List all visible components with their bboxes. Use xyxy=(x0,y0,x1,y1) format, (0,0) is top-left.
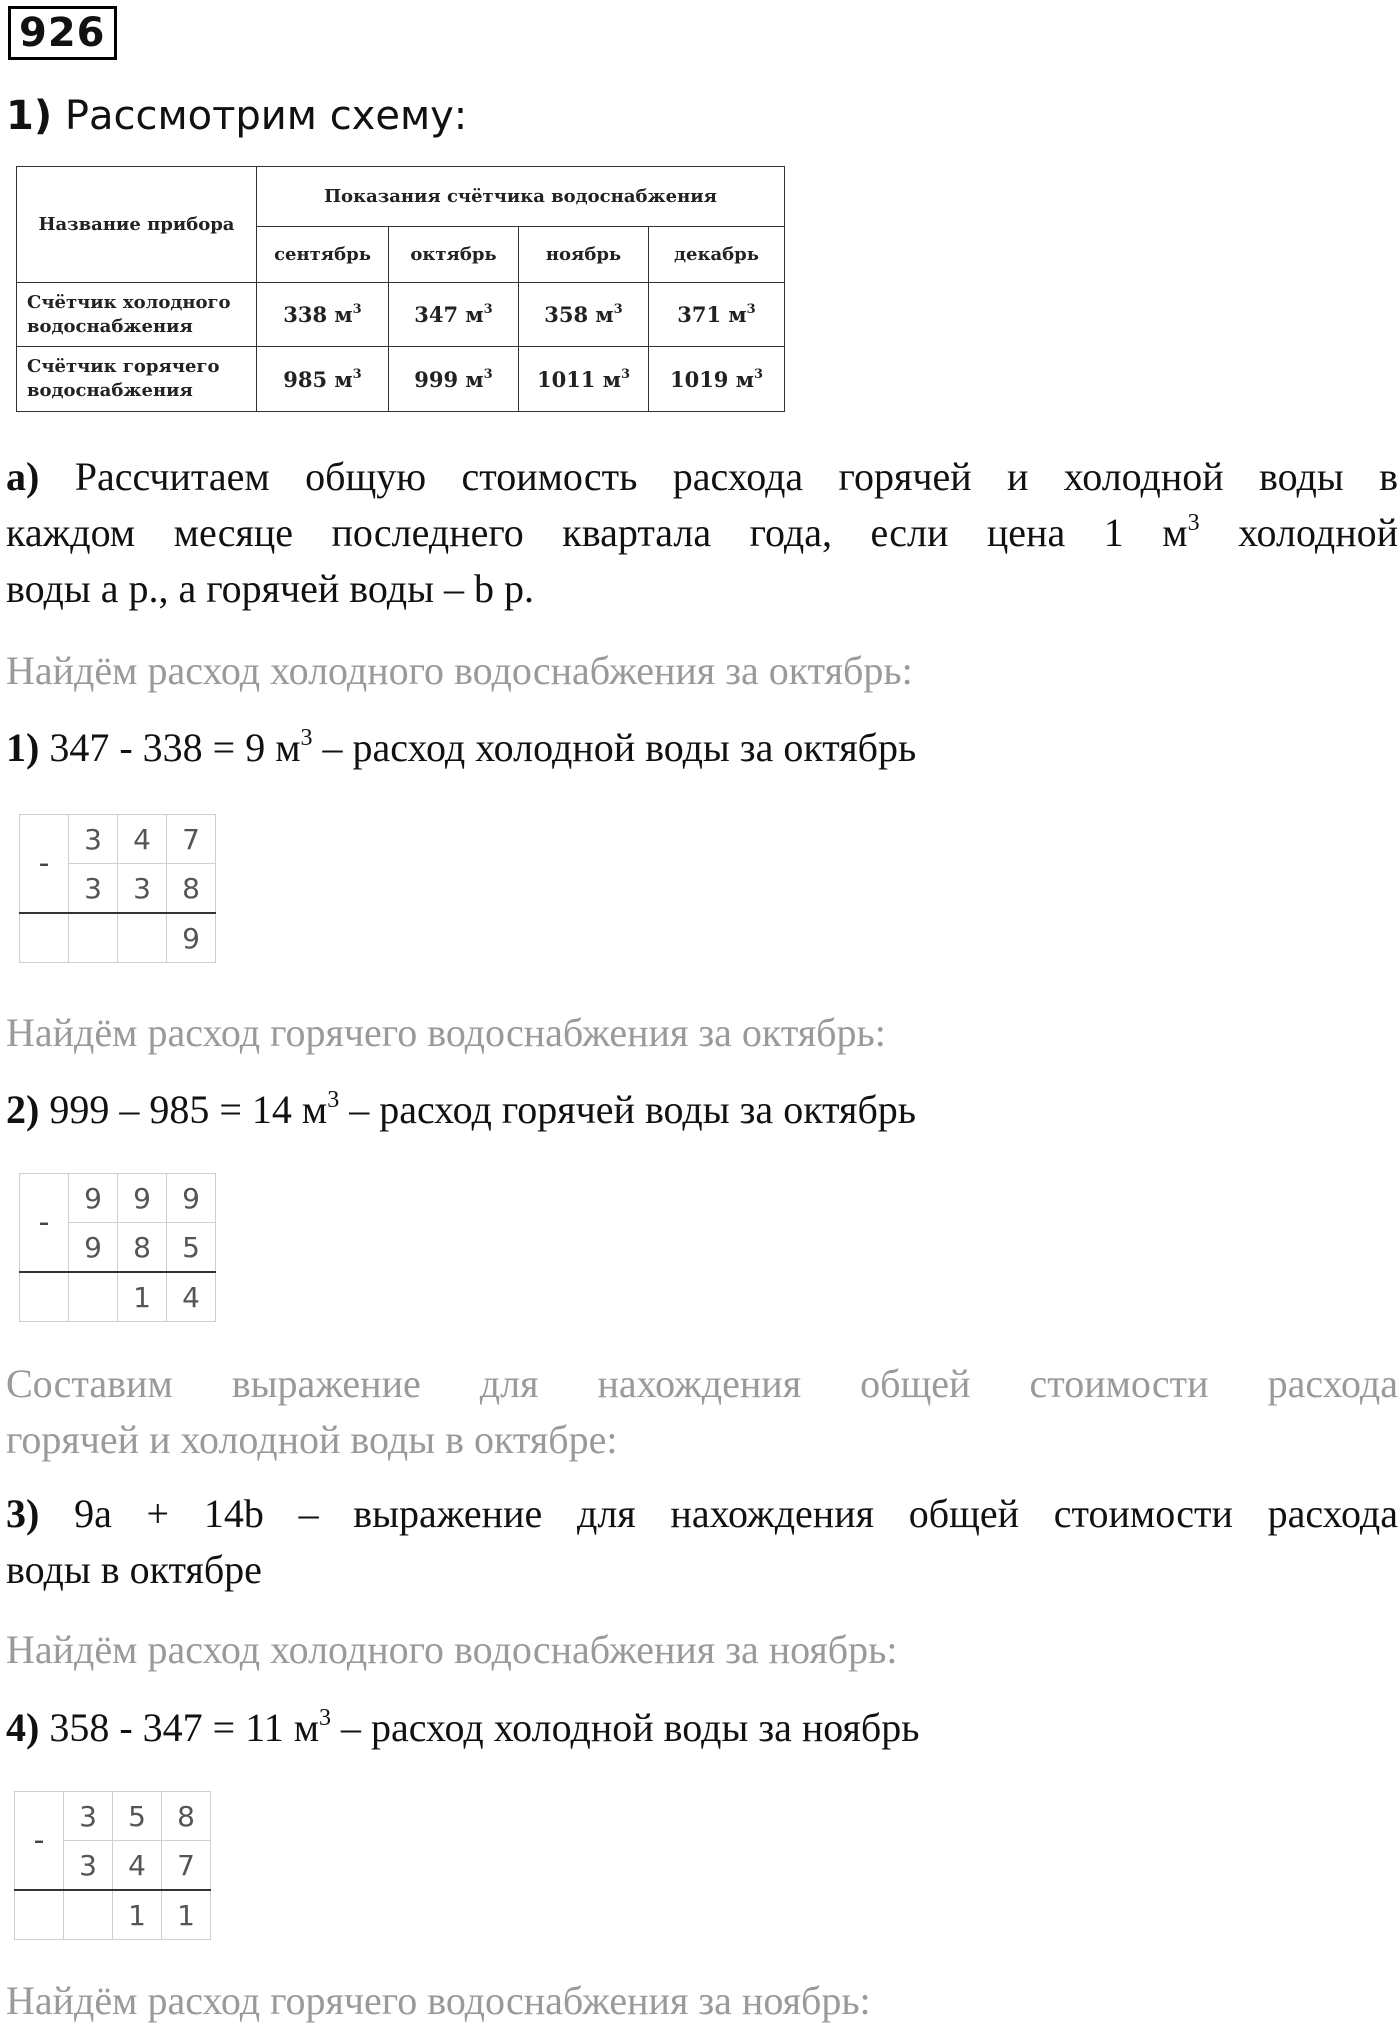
hot-water-row xyxy=(17,347,785,412)
grid-digit: 9 xyxy=(167,913,216,963)
grid-digit: 3 xyxy=(118,864,167,914)
step-2-number: 2) xyxy=(6,1087,40,1132)
subtraction-grid-1 xyxy=(19,814,216,963)
grid-digit: 4 xyxy=(167,1272,216,1322)
grid-digit: 9 xyxy=(69,1223,118,1273)
reading-cell: 371 $м^3$ xyxy=(649,283,785,347)
grid-digit xyxy=(20,913,69,963)
subtraction-grid-2 xyxy=(19,1173,216,1322)
month-header-october: октябрь xyxy=(389,227,519,283)
month-header-december: декабрь xyxy=(649,227,785,283)
grid-digit: 3 xyxy=(69,815,118,864)
step-3-expression: 9a + 14b – выражение для нахождения общей стоимости расхода xyxy=(74,1491,1398,1536)
cold-meter-label: Счётчик холодного водоснабжения xyxy=(17,283,257,347)
step-2-expression: 999 – 985 = 14 $м^3$ – расход горячей воды за октябрь xyxy=(49,1086,917,1132)
grid-digit: 7 xyxy=(162,1841,211,1891)
grid-digit: 5 xyxy=(113,1792,162,1841)
reading-cell: 1011 $м^3$ xyxy=(519,347,649,412)
hint-cold-october: Найдём расход холодного водоснабжения за октябрь: xyxy=(6,648,913,693)
minus-sign: - xyxy=(20,815,69,914)
grid-digit: 1 xyxy=(113,1890,162,1940)
hint-expression-line-1: Составим выражение для нахождения общей стоимости расхода xyxy=(6,1361,1398,1406)
grid-digit: 4 xyxy=(118,815,167,864)
hint-hot-november: Найдём расход горячего водоснабжения за ноябрь: xyxy=(6,1978,871,2023)
grid-digit: 4 xyxy=(113,1841,162,1891)
grid-digit: 3 xyxy=(64,1792,113,1841)
grid-digit: 9 xyxy=(167,1174,216,1223)
hint-cold-november: Найдём расход холодного водоснабжения за ноябрь: xyxy=(6,1627,898,1672)
grid-digit xyxy=(20,1272,69,1322)
minus-sign: - xyxy=(15,1792,64,1891)
step-4-expression: 358 - 347 = 11 $м^3$ – расход холодной воды за ноябрь xyxy=(49,1704,920,1750)
part-a-text-1: Рассчитаем общую стоимость расхода горячей и холодной воды в xyxy=(74,454,1398,499)
hint-hot-october: Найдём расход горячего водоснабжения за октябрь: xyxy=(6,1010,886,1055)
part-a-line-2 xyxy=(6,505,1398,561)
step-1-number: 1) xyxy=(6,725,40,770)
reading-cell: 338 $м^3$ xyxy=(257,283,389,347)
cold-water-row xyxy=(17,283,785,347)
step-4-line xyxy=(6,1700,1398,1756)
grid-digit: 7 xyxy=(167,815,216,864)
part-a-line-1 xyxy=(6,449,1398,505)
device-name-header: Название прибора xyxy=(17,167,257,283)
grid-digit: 3 xyxy=(69,864,118,914)
grid-digit: 8 xyxy=(162,1792,211,1841)
task-number-box: 926 xyxy=(8,6,117,60)
step-2-line xyxy=(6,1082,1398,1138)
hint-expression-line-2: горячей и холодной воды в октябре: xyxy=(6,1417,618,1462)
grid-digit xyxy=(15,1890,64,1940)
reading-cell: 985 $м^3$ xyxy=(257,347,389,412)
grid-digit: 1 xyxy=(118,1272,167,1322)
step-1-line xyxy=(6,720,1398,776)
reading-cell: 1019 $м^3$ xyxy=(649,347,785,412)
grid-digit: 9 xyxy=(69,1174,118,1223)
step-1-expression: 347 - 338 = 9 $м^3$ – расход холодной воды за октябрь xyxy=(49,724,917,770)
minus-sign: - xyxy=(20,1174,69,1273)
subtraction-grid-3 xyxy=(14,1791,211,1940)
intro-line xyxy=(6,88,1398,144)
grid-digit: 9 xyxy=(118,1174,167,1223)
intro-text: Рассмотрим схему: xyxy=(64,93,468,139)
part-a-label: а) xyxy=(6,454,40,499)
grid-digit xyxy=(118,913,167,963)
part-a-text-2: каждом месяце последнего квартала года, если цена 1 $м^3$ холодной xyxy=(6,509,1398,555)
grid-digit: 8 xyxy=(118,1223,167,1273)
readings-header: Показания счётчика водоснабжения xyxy=(257,167,785,227)
grid-digit: 8 xyxy=(167,864,216,914)
step-3-line-1 xyxy=(6,1486,1398,1542)
grid-digit: 3 xyxy=(64,1841,113,1891)
step-3-number: 3) xyxy=(6,1491,40,1536)
reading-cell: 999 $м^3$ xyxy=(389,347,519,412)
meter-readings-table xyxy=(16,166,785,412)
step-3-line-2: воды в октябре xyxy=(6,1547,262,1592)
grid-digit xyxy=(64,1890,113,1940)
step-4-number: 4) xyxy=(6,1705,40,1750)
grid-digit: 1 xyxy=(162,1890,211,1940)
intro-number: 1) xyxy=(6,93,53,139)
grid-digit xyxy=(69,1272,118,1322)
reading-cell: 347 $м^3$ xyxy=(389,283,519,347)
hot-meter-label: Счётчик горячего водоснабжения xyxy=(17,347,257,412)
month-header-september: сентябрь xyxy=(257,227,389,283)
grid-digit: 5 xyxy=(167,1223,216,1273)
grid-digit xyxy=(69,913,118,963)
month-header-november: ноябрь xyxy=(519,227,649,283)
part-a-line-3: воды a р., а горячей воды – b р. xyxy=(6,566,534,611)
reading-cell: 358 $м^3$ xyxy=(519,283,649,347)
